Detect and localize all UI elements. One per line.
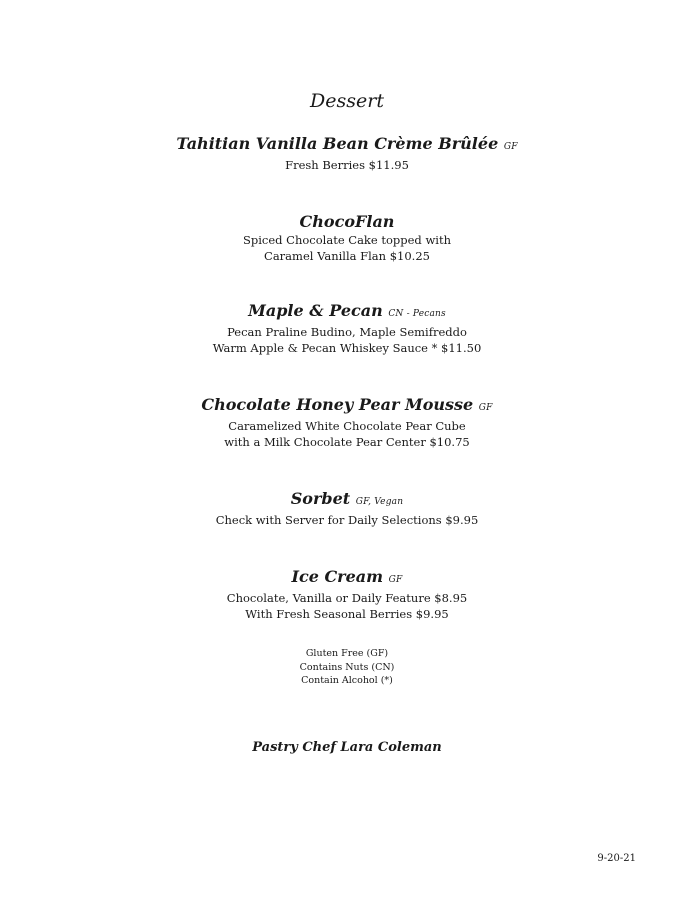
item-tag: CN - Pecans (388, 309, 446, 319)
item-name-line (0, 212, 694, 232)
menu-item-ice-cream (0, 567, 694, 622)
item-description: Spiced Chocolate Cake topped with (242, 233, 452, 247)
item-name: ChocoFlan (299, 212, 395, 231)
item-description: Caramelized White Chocolate Pear Cube (228, 419, 466, 433)
item-description: Pecan Praline Budino, Maple Semifreddo (227, 325, 467, 339)
item-name: Tahitian Vanilla Bean Crème Brûlée (176, 134, 499, 153)
item-name: Chocolate Honey Pear Mousse (201, 395, 474, 414)
menu-item-creme-brulee (0, 134, 694, 173)
item-tag: GF (478, 403, 493, 413)
menu-title: Dessert (310, 90, 384, 112)
item-tag: GF (503, 142, 518, 152)
item-tag: GF, Vegan (355, 497, 404, 507)
item-description: With Fresh Seasonal Berries $9.95 (245, 607, 449, 621)
item-name-line (0, 134, 694, 157)
item-description: Chocolate, Vanilla or Daily Feature $8.95 (226, 591, 468, 605)
menu-item-chocolate-honey-pear-mousse (0, 395, 694, 450)
item-name: Sorbet (290, 489, 351, 508)
legend-contains-nuts: Contains Nuts (CN) (299, 661, 395, 673)
legend-contains-alcohol: Contain Alcohol (*) (301, 675, 393, 686)
menu-date: 9-20-21 (597, 853, 636, 864)
item-name-line (0, 567, 694, 590)
item-name-line (0, 301, 694, 324)
menu-item-chocoflan (0, 212, 694, 264)
menu-item-maple-pecan (0, 301, 694, 356)
menu-item-sorbet (0, 489, 694, 528)
item-description: with a Milk Chocolate Pear Center $10.75 (224, 435, 470, 449)
pastry-chef-credit: Pastry Chef Lara Coleman (252, 740, 442, 755)
item-description: Caramel Vanilla Flan $10.25 (264, 249, 430, 263)
item-name-line (0, 395, 694, 418)
item-tag: GF (388, 575, 403, 585)
legend-gluten-free: Gluten Free (GF) (305, 648, 389, 659)
item-name-line (0, 489, 694, 512)
item-description: Fresh Berries $11.95 (285, 158, 409, 172)
item-name: Maple & Pecan (248, 301, 383, 320)
item-description: Check with Server for Daily Selections $9.95 (215, 513, 479, 527)
dietary-legend (0, 647, 694, 688)
item-name: Ice Cream (291, 567, 384, 586)
item-description: Warm Apple & Pecan Whiskey Sauce * $11.50 (212, 341, 482, 355)
